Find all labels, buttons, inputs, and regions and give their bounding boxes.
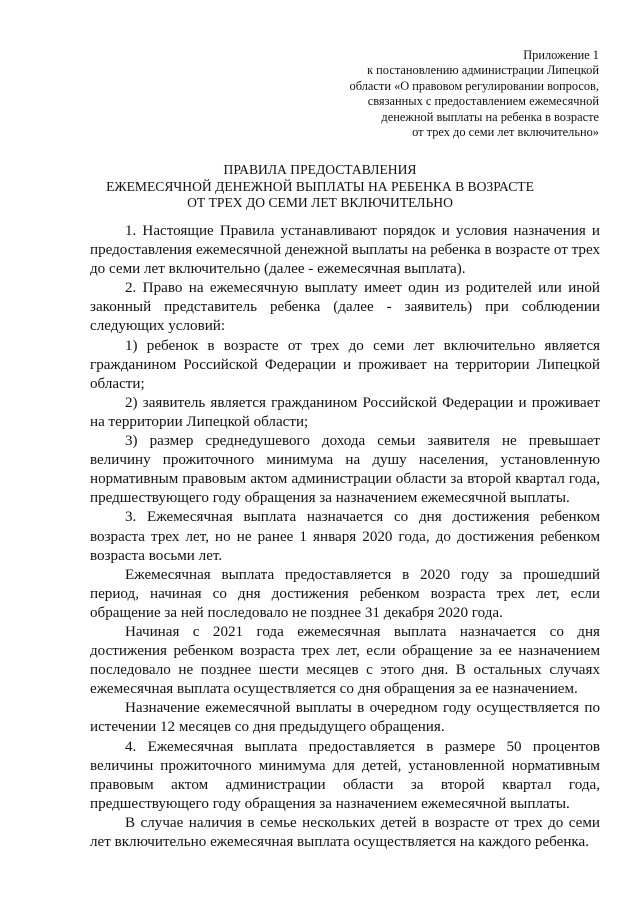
title-line: ЕЖЕМЕСЯЧНОЙ ДЕНЕЖНОЙ ВЫПЛАТЫ НА РЕБЕНКА В ВОЗРАСТЕ (106, 178, 534, 194)
appendix-line: связанных с предоставлением ежемесячной (367, 94, 599, 109)
document-body (90, 222, 600, 852)
paragraph: 3. Ежемесячная выплата назначается со дня достижения ребенком возраста трех лет, но не ранее 1 января 2020 года, до достижения ребенком возраста восьми лет. (90, 509, 600, 564)
paragraph: 1) ребенок в возрасте от трех до семи лет включительно является гражданином Российской Федерации и проживает на территории Липецкой области; (90, 337, 600, 392)
paragraph: 2) заявитель является гражданином Российской Федерации и проживает на территории Липецкой области; (90, 394, 600, 430)
paragraph: Назначение ежемесячной выплаты в очередном году осуществляется по истечении 12 месяцев со дня предыдущего обращения. (90, 700, 600, 736)
appendix-line: от трех до семи лет включительно» (412, 125, 599, 140)
paragraph: 2. Право на ежемесячную выплату имеет один из родителей или иной законный представитель ребенка (далее - заявитель) при соблюдении следующих условий: (90, 280, 600, 335)
paragraph: Начиная с 2021 года ежемесячная выплата назначается со дня достижения ребенком возраста трех лет, если обращение за ее назначением последовало не позднее шести месяцев с этого дня. В остальных случаях ежемесячная выплата осуществляется со дня обращения за ее назначением. (90, 623, 600, 698)
paragraph: Ежемесячная выплата предоставляется в 2020 году за прошедший период, начиная со дня достижения ребенком возраста трех лет, если обращение за ней последовало не позднее 31 декабря 2020 года. (90, 566, 600, 621)
appendix-line: к постановлению администрации Липецкой (367, 63, 599, 78)
appendix-header (299, 48, 599, 140)
appendix-line: области «О правовом регулировании вопросов, (349, 78, 599, 93)
paragraph: 1. Настоящие Правила устанавливают порядок и условия назначения и предоставления ежемесячной денежной выплаты на ребенка в возрасте от трех до семи лет включительно (далее - ежемесячная выплата). (90, 223, 600, 278)
document-title (0, 162, 640, 212)
paragraph: 3) размер среднедушевого дохода семьи заявителя не превышает величину прожиточного минимума на душу населения, установленную нормативным правовым актом администрации области за второй квартал года, предшествующего году обращения за назначением ежемесячной выплаты. (90, 433, 600, 507)
paragraph: В случае наличия в семье нескольких детей в возрасте от трех до семи лет включительно ежемесячная выплата осуществляется на каждого ребенка. (90, 814, 600, 850)
title-line: ОТ ТРЕХ ДО СЕМИ ЛЕТ ВКЛЮЧИТЕЛЬНО (187, 195, 453, 210)
paragraph: 4. Ежемесячная выплата предоставляется в размере 50 процентов величины прожиточного минимума для детей, установленной нормативным правовым актом администрации области за второй квартал года, предшествующего году обращения за назначением ежемесячной выплаты. (90, 738, 600, 812)
title-line: ПРАВИЛА ПРЕДОСТАВЛЕНИЯ (223, 162, 417, 177)
appendix-line: Приложение 1 (523, 48, 599, 62)
appendix-line: денежной выплаты на ребенка в возрасте (381, 109, 599, 124)
